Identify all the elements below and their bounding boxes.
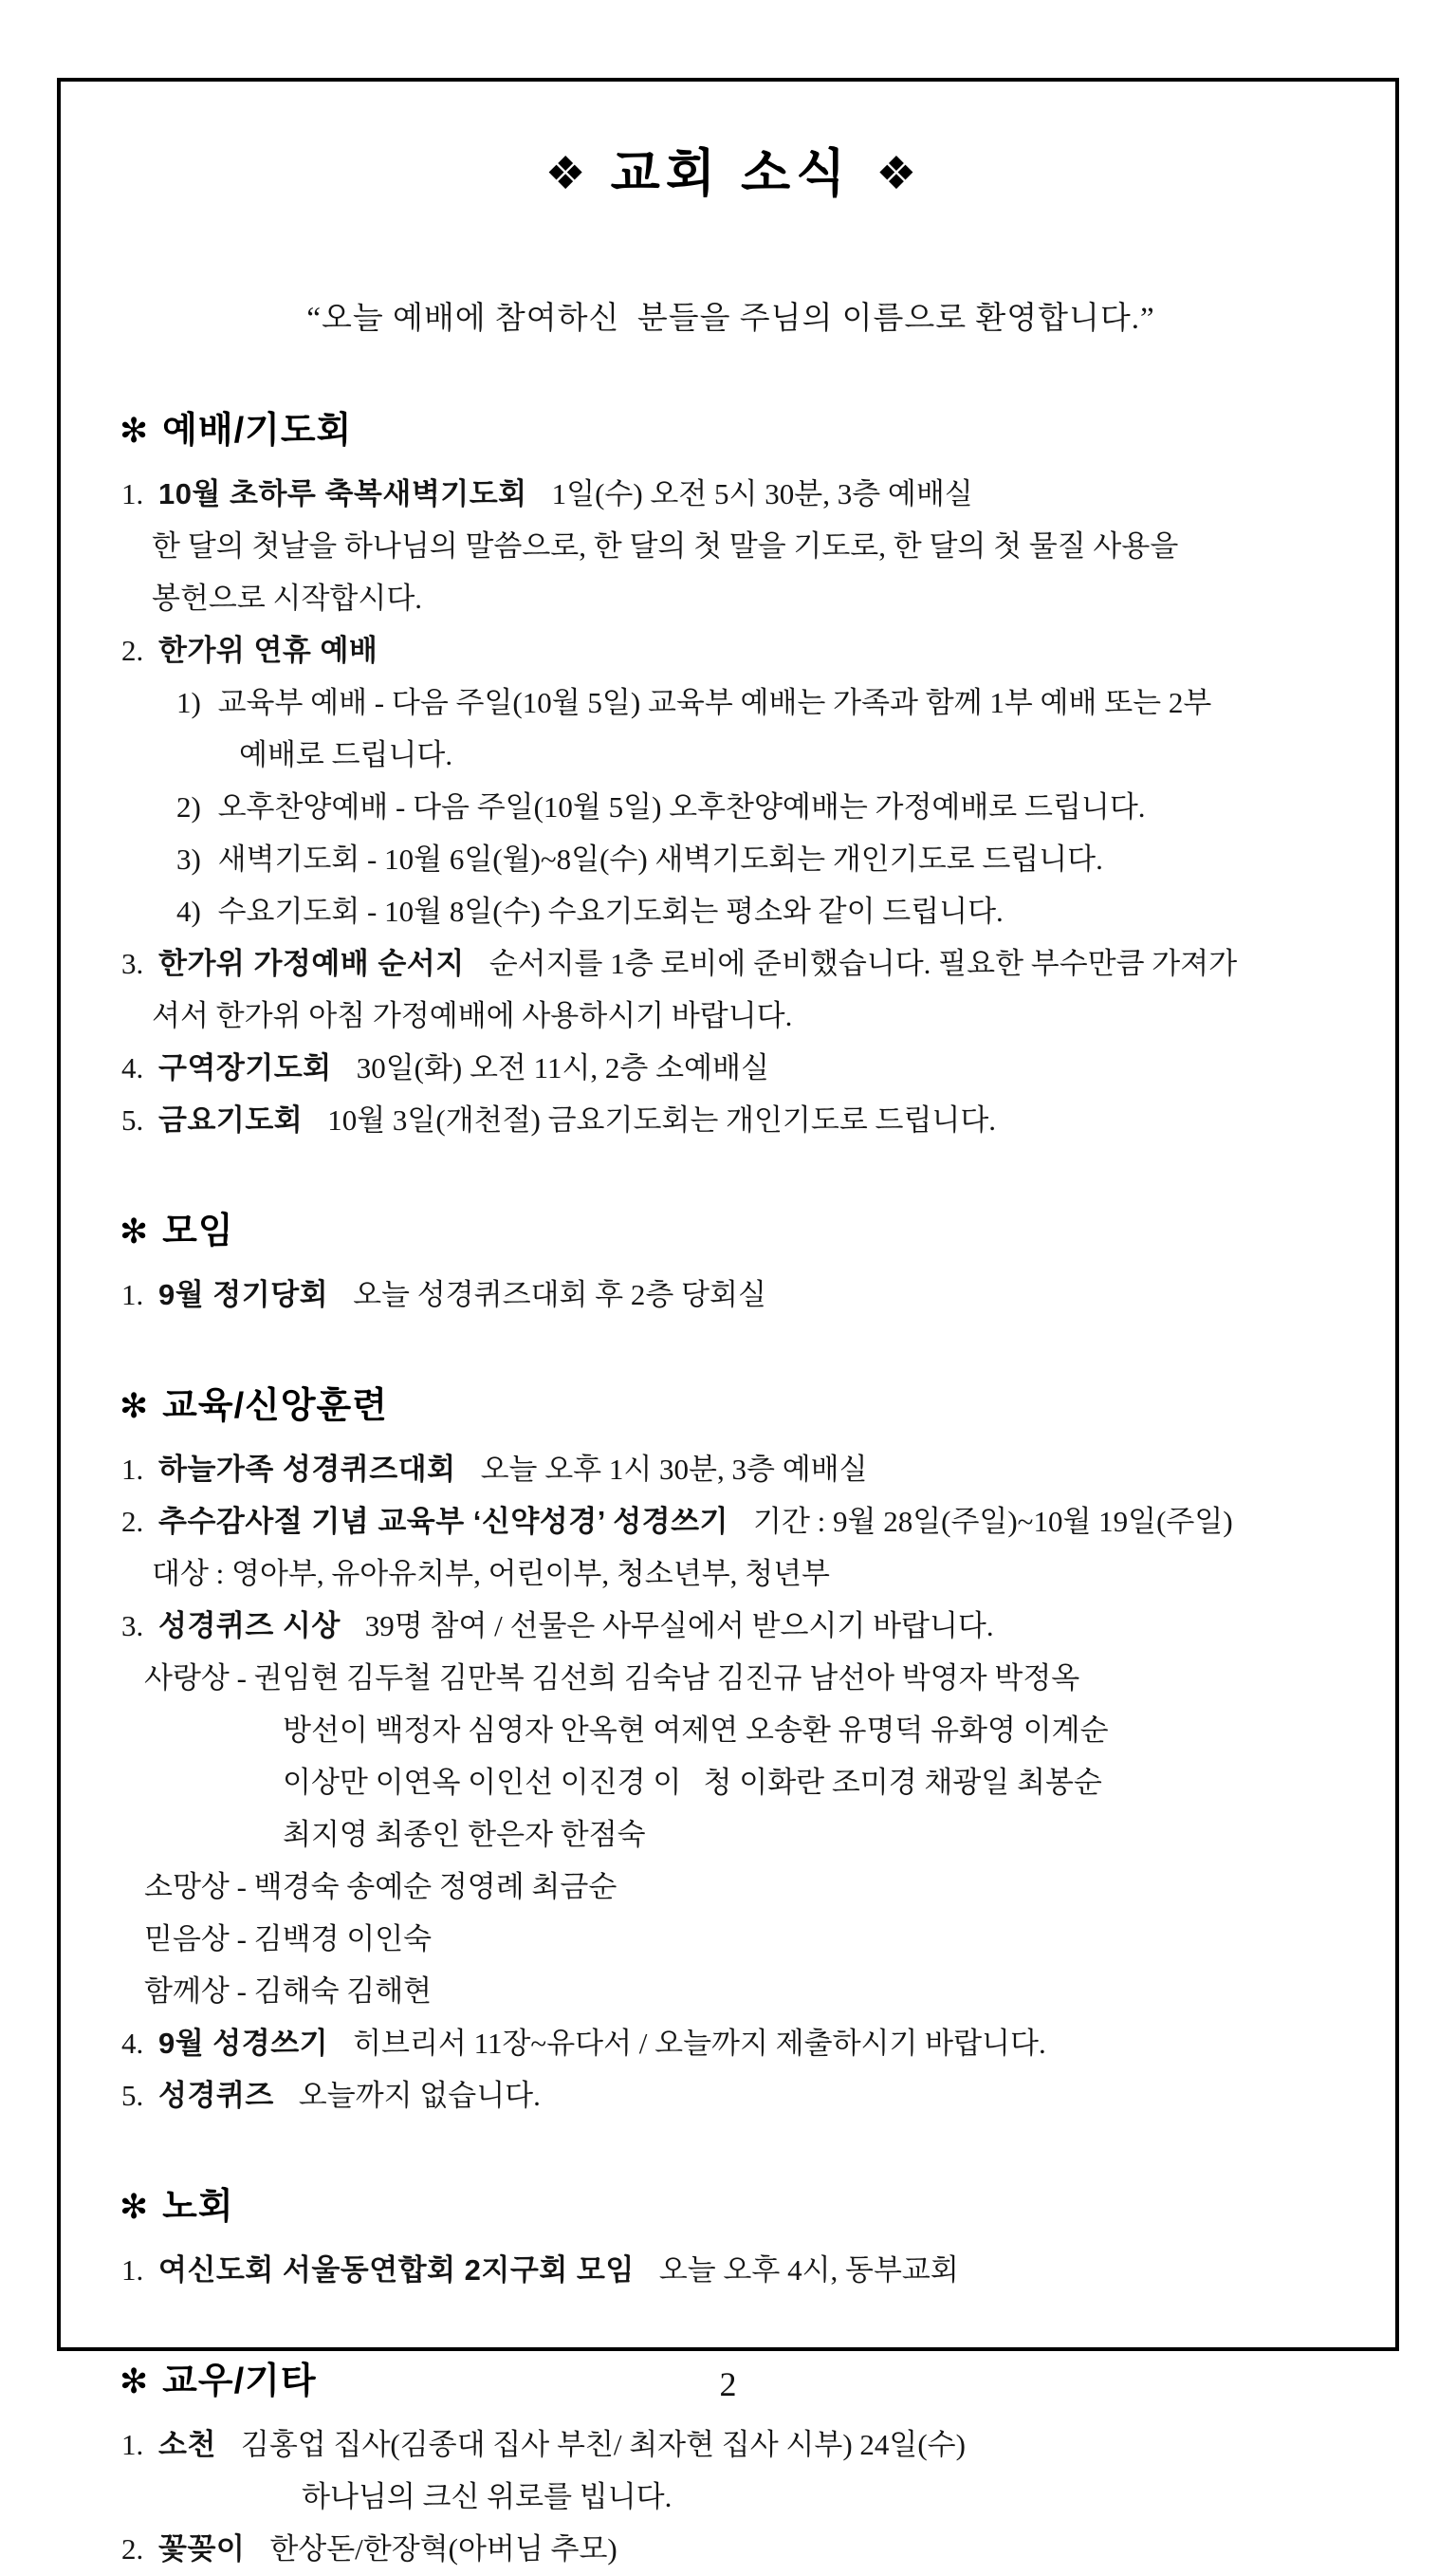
item-number: 1.: [121, 1453, 144, 1486]
section-heading: [120, 400, 1367, 453]
sub-item-number: 2): [176, 790, 201, 824]
award-names: 권임현 김두철 김만복 김선희 김숙남 김진규 남선아 박영자 박정옥: [253, 1661, 1080, 1695]
item-title: 여신도회 서울동연합회 2지구회 모임: [158, 2253, 635, 2287]
item-body: 39명 참여 / 선물은 사무실에서 받으시기 바랍니다.: [364, 1609, 994, 1642]
award-line: 소망상 - 백경숙 송예순 정영례 최금순: [144, 1870, 617, 1903]
item-number: 5.: [121, 2079, 144, 2112]
welcome-message: “오늘 예배에 참여하신 분들을 주님의 이름으로 환영합니다.”: [306, 302, 1155, 336]
list-item: [95, 1600, 1367, 1652]
item-number: 1.: [121, 1278, 144, 1311]
flower-asterisk-icon: ✻: [120, 2362, 150, 2400]
award-names: 이상만 이연옥 이인선 이진경 이 청 이화란 조미경 채광일 최봉순: [283, 1766, 1102, 1799]
item-title: 9월 성경쓰기: [158, 2027, 329, 2060]
item-title: 꽃꽂이: [158, 2532, 246, 2566]
bulletin-content: [61, 82, 1395, 2575]
item-body: 오늘 오후 1시 30분, 3층 예배실: [480, 1453, 868, 1486]
sub-item: [95, 885, 1367, 937]
item-number: 2.: [121, 2532, 144, 2566]
item-body: 오늘 오후 4시, 동부교회: [658, 2253, 959, 2287]
award-label: 사랑상: [144, 1661, 230, 1695]
item-title: 금요기도회: [158, 1103, 304, 1137]
flower-asterisk-icon: ✻: [120, 1386, 150, 1425]
item-number: 3.: [121, 947, 144, 980]
sub-item-text: 교육부 예배 - 다음 주일(10월 5일) 교육부 예배는 가족과 함께 1부 예배 또는 2부: [217, 686, 1212, 719]
item-body: 30일(화) 오전 11시, 2층 소예배실: [356, 1051, 769, 1084]
item-continuation: 셔서 한가위 아침 가정예배에 사용하시기 바랍니다.: [152, 999, 793, 1032]
item-number: 4.: [121, 2027, 144, 2060]
page-title: [95, 133, 1367, 206]
item-number: 1.: [121, 477, 144, 510]
item-title: 하늘가족 성경퀴즈대회: [158, 1453, 456, 1486]
flower-asterisk-icon: ✻: [120, 411, 150, 450]
item-body: 오늘까지 없습니다.: [298, 2079, 541, 2112]
item-number: 4.: [121, 1051, 144, 1084]
item-title: 성경퀴즈 시상: [158, 1609, 341, 1642]
item-body: 기간 : 9월 28일(주일)~10월 19일(주일): [753, 1505, 1233, 1538]
item-number: 3.: [121, 1609, 144, 1642]
section-heading-label: 노회: [162, 2187, 234, 2227]
item-title: 한가위 가정예배 순서지: [158, 947, 465, 980]
list-item: [95, 1094, 1367, 1146]
section-heading: [120, 1376, 1367, 1428]
award-names: 김백경 이인숙: [253, 1922, 433, 1955]
item-body: 순서지를 1층 로비에 준비했습니다. 필요한 부수만큼 가져가: [488, 947, 1238, 980]
list-item: [95, 624, 1367, 676]
item-body: 오늘 성경퀴즈대회 후 2층 당회실: [353, 1278, 766, 1311]
item-continuation: 하나님의 크신 위로를 빕니다.: [302, 2480, 673, 2513]
flower-asterisk-icon: ✻: [120, 1212, 150, 1250]
list-item: [95, 2069, 1367, 2121]
section-heading-label: 교육/신앙훈련: [162, 1386, 388, 1426]
sub-item-number: 4): [176, 895, 201, 928]
sub-item: [95, 676, 1367, 729]
award-line: 사랑상 - 권임현 김두철 김만복 김선희 김숙남 김진규 남선아 박영자 박정옥: [144, 1661, 1080, 1695]
sub-item-text: 수요기도회 - 10월 8일(수) 수요기도회는 평소와 같이 드립니다.: [217, 895, 1004, 928]
sections: [95, 400, 1367, 2575]
item-number: 5.: [121, 1103, 144, 1137]
list-item: [95, 1042, 1367, 1094]
item-title: 9월 정기당회: [158, 1278, 329, 1311]
item-number: 1.: [121, 2428, 144, 2461]
award-names: 김해숙 김해현: [253, 1974, 433, 2008]
section-heading: [120, 1201, 1367, 1253]
item-title: 소천: [158, 2428, 216, 2461]
list-item: [95, 468, 1367, 520]
award-names: 최지영 최종인 한은자 한점숙: [283, 1818, 646, 1851]
list-item: [95, 2523, 1367, 2575]
item-body: 10월 3일(개천절) 금요기도회는 개인기도로 드립니다.: [327, 1103, 997, 1137]
sub-item: [95, 781, 1367, 833]
award-label: 소망상: [144, 1870, 230, 1903]
item-continuation: 대상 : 영아부, 유아유치부, 어린이부, 청소년부, 청년부: [152, 1557, 830, 1590]
page-title-text: 교회 소식: [610, 145, 852, 202]
diamond-icon: ❖: [544, 149, 586, 199]
sub-item: [95, 833, 1367, 885]
section-heading-label: 교우/기타: [162, 2362, 317, 2401]
item-body: 김홍업 집사(김종대 집사 부친/ 최자현 집사 시부) 24일(수): [240, 2428, 966, 2461]
section-heading-label: 예배/기도회: [162, 411, 353, 451]
section: [95, 400, 1367, 1146]
item-title: 구역장기도회: [158, 1051, 332, 1084]
item-body: 히브리서 11장~유다서 / 오늘까지 제출하시기 바랍니다.: [353, 2027, 1046, 2060]
item-body: 한상돈/한장혁(아버님 추모): [269, 2532, 617, 2566]
list-item: [95, 2244, 1367, 2296]
item-continuation: 봉헌으로 시작합시다.: [152, 582, 423, 615]
item-number: 1.: [121, 2253, 144, 2287]
item-body: 1일(수) 오전 5시 30분, 3층 예배실: [551, 477, 973, 510]
item-continuation: 한 달의 첫날을 하나님의 말씀으로, 한 달의 첫 말을 기도로, 한 달의 첫 물질 사용을: [152, 529, 1179, 563]
award-line: 믿음상 - 김백경 이인숙: [144, 1922, 433, 1955]
list-item: [95, 1495, 1367, 1547]
award-names: 백경숙 송예순 정영례 최금순: [253, 1870, 617, 1903]
item-number: 2.: [121, 634, 144, 667]
list-item: [95, 2418, 1367, 2471]
item-title: 10월 초하루 축복새벽기도회: [158, 477, 527, 510]
page-number: 2: [719, 2365, 737, 2403]
sub-item-text: 오후찬양예배 - 다음 주일(10월 5일) 오후찬양예배는 가정예배로 드립니다.: [217, 790, 1146, 824]
item-number: 2.: [121, 1505, 144, 1538]
award-names: 방선이 백정자 심영자 안옥현 여제연 오송환 유명덕 유화영 이계순: [283, 1714, 1109, 1747]
award-label: 믿음상: [144, 1922, 230, 1955]
page-border: [57, 78, 1399, 2566]
award-line: 함께상 - 김해숙 김해현: [144, 1974, 433, 2008]
diamond-icon: ❖: [875, 149, 917, 199]
item-title: 추수감사절 기념 교육부 ‘신약성경’ 성경쓰기: [158, 1505, 728, 1538]
sub-item-number: 3): [176, 843, 201, 876]
item-title: 한가위 연휴 예배: [158, 634, 378, 667]
list-item: [95, 1443, 1367, 1495]
sub-item-text: 새벽기도회 - 10월 6일(월)~8일(수) 새벽기도회는 개인기도로 드립니다.: [217, 843, 1103, 876]
sub-item-continuation: 예배로 드립니다.: [239, 738, 453, 771]
section: [95, 1201, 1367, 1321]
section: [95, 2177, 1367, 2296]
flower-asterisk-icon: ✻: [120, 2187, 150, 2226]
list-item: [95, 937, 1367, 990]
section-heading: [120, 2177, 1367, 2229]
list-item: [95, 2017, 1367, 2069]
item-title: 성경퀴즈: [158, 2079, 274, 2112]
sub-item-number: 1): [176, 686, 201, 719]
list-item: [95, 1269, 1367, 1321]
section-heading-label: 모임: [162, 1212, 234, 1251]
award-label: 함께상: [144, 1974, 230, 2008]
section: [95, 1376, 1367, 2121]
